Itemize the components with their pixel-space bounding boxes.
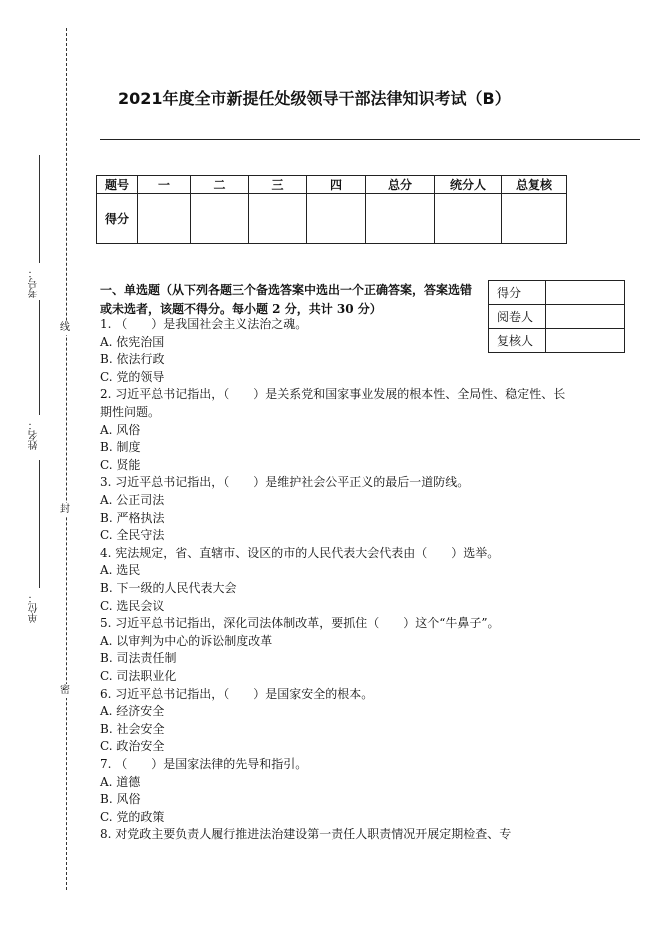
- grade-box-cell: [546, 281, 625, 305]
- score-cell: [502, 194, 567, 244]
- score-cell: [307, 194, 366, 244]
- question-4: 4. 宪法规定，省、直辖市、设区的市的人民代表大会代表由（ ）选举。: [100, 545, 500, 560]
- name-label: 姓名：: [29, 420, 40, 450]
- option-2a: A. 风俗: [100, 422, 141, 437]
- score-cell: [366, 194, 435, 244]
- option-5a: A. 以审判为中心的诉讼制度改革: [100, 633, 273, 648]
- question-5: 5. 习近平总书记指出，深化司法体制改革，要抓住（ ）这个“牛鼻子”。: [100, 616, 500, 631]
- option-6a: A. 经济安全: [100, 704, 165, 719]
- name-line: [39, 300, 40, 415]
- option-7a: A. 道德: [100, 774, 141, 789]
- score-header-number: 题号: [97, 176, 138, 194]
- unit-line: [39, 460, 40, 588]
- score-cell: [138, 194, 191, 244]
- option-3a: A. 公正司法: [100, 493, 165, 507]
- question-1: 1. （ ）是我国社会主义法治之魂。: [100, 317, 308, 331]
- option-7b: B. 风俗: [100, 792, 141, 807]
- grade-box: [488, 280, 625, 353]
- score-header-total: 总分: [366, 176, 435, 194]
- score-header-tallier: 统分人: [435, 176, 502, 194]
- grade-box-reviewer-label: 复核人: [489, 329, 546, 353]
- score-cell: [249, 194, 307, 244]
- exam-number-label: 考号：: [29, 268, 40, 298]
- section-title: 一、单选题: [100, 283, 161, 297]
- binding-dashed-line: [66, 28, 67, 890]
- score-header-reviewer: 总复核: [502, 176, 567, 194]
- option-5c: C. 司法职业化: [100, 669, 177, 683]
- score-header-2: 二: [191, 176, 249, 194]
- seal-mark-secret: 密: [60, 685, 70, 696]
- score-table: [96, 175, 567, 244]
- unit-label: 单位：: [29, 593, 40, 623]
- option-3b: B. 严格执法: [100, 510, 165, 525]
- grade-box-score-label: 得分: [489, 281, 546, 305]
- title-rule: [100, 139, 640, 140]
- option-6c: C. 政治安全: [100, 739, 165, 754]
- exam-number-line: [39, 155, 40, 263]
- score-header-3: 三: [249, 176, 307, 194]
- score-header-1: 一: [138, 176, 191, 194]
- score-cell: [191, 194, 249, 244]
- option-2c: C. 贤能: [100, 457, 141, 472]
- question-8: 8. 对党政主要负责人履行推进法治建设第一责任人职责情况开展定期检查、专: [100, 827, 512, 842]
- option-4b: B. 下一级的人民代表大会: [100, 581, 237, 595]
- question-7: 7. （ ）是国家法律的先导和指引。: [100, 757, 308, 771]
- option-7c: C. 党的政策: [100, 809, 165, 824]
- option-6b: B. 社会安全: [100, 721, 165, 736]
- grade-box-grader-label: 阅卷人: [489, 305, 546, 329]
- option-1c: C. 党的领导: [100, 369, 165, 384]
- question-3: 3. 习近平总书记指出，（ ）是维护社会公平正义的最后一道防线。: [100, 475, 470, 490]
- option-1a: A. 依宪治国: [100, 334, 165, 349]
- grade-box-cell: [546, 305, 625, 329]
- option-4a: A. 选民: [100, 563, 141, 578]
- score-row-label: 得分: [97, 194, 138, 244]
- page-title: 2021年度全市新提任处级领导干部法律知识考试（B）: [118, 89, 511, 108]
- question-6: 6. 习近平总书记指出，（ ）是国家安全的根本。: [100, 686, 374, 701]
- score-header-4: 四: [307, 176, 366, 194]
- seal-mark-line: 线: [60, 322, 70, 333]
- option-1b: B. 依法行政: [100, 352, 165, 367]
- option-4c: C. 选民会议: [100, 598, 165, 613]
- score-cell: [435, 194, 502, 244]
- grade-box-cell: [546, 329, 625, 353]
- option-3c: C. 全民守法: [100, 528, 165, 543]
- seal-mark-seal: 封: [60, 504, 70, 515]
- option-5b: B. 司法责任制: [100, 651, 177, 666]
- question-2: 2. 习近平总书记指出，（ ）是关系党和国家事业发展的根本性、全局性、稳定性、长期性问题。: [100, 387, 566, 419]
- section-instructions: （从下列各题三个备选答案中选出一个正确答案，答案选错或未选者，该题不得分。每小题 2 分，共计 30 分）: [100, 283, 473, 316]
- section-heading: [100, 281, 484, 319]
- option-2b: B. 制度: [100, 440, 141, 455]
